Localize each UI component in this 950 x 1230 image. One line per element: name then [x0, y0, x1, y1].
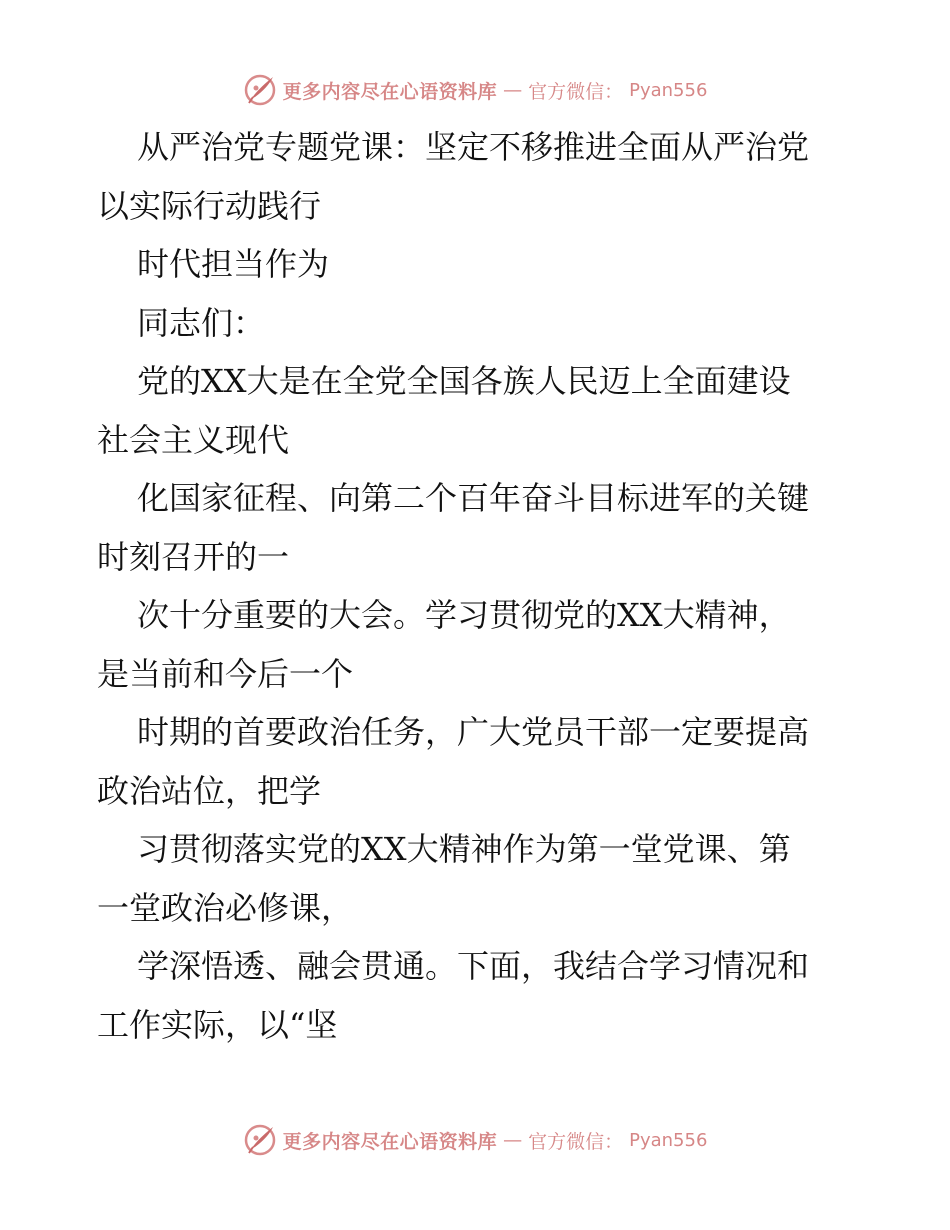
text-line: 社会主义现代 [97, 420, 290, 459]
text-line: 工作实际，以“坚 [97, 1005, 338, 1044]
text-line: 党的XX大是在全党全国各族人民迈上全面建设 [137, 362, 791, 400]
text-line: 化国家征程、向第二个百年奋斗目标进军的关键 [137, 479, 810, 517]
footer-watermark [0, 1122, 950, 1158]
watermark-site-name: 更多内容尽在心语资料库 [282, 1130, 498, 1153]
watermark-dash: — [503, 1129, 523, 1151]
text-line: 时刻召开的一 [97, 537, 290, 576]
watermark-wechat-id: Pyan556 [629, 79, 708, 101]
quill-logo-icon [243, 1123, 277, 1157]
text-line: 同志们： [137, 303, 266, 342]
watermark-wechat-id: Pyan556 [629, 1129, 708, 1151]
text-line: 从严治党专题党课：坚定不移推进全面从严治党 [137, 128, 810, 166]
text-line: 是当前和今后一个 [97, 654, 354, 693]
text-line: 习贯彻落实党的XX大精神作为第一堂党课、第 [137, 830, 791, 868]
document-body [97, 118, 867, 1054]
watermark-dash: — [503, 79, 523, 101]
watermark-wechat-label: 官方微信： [528, 1130, 624, 1153]
text-line: 政治站位，把学 [97, 771, 322, 810]
text-line: 时期的首要政治任务，广大党员干部一定要提高 [137, 713, 810, 751]
watermark-site-name: 更多内容尽在心语资料库 [282, 80, 498, 103]
text-line: 一堂政治必修课， [97, 888, 354, 927]
text-line: 时代担当作为 [137, 245, 330, 283]
watermark-wechat-label: 官方微信： [528, 80, 624, 103]
header-watermark [0, 72, 950, 108]
text-line: 学深悟透、融会贯通。下面，我结合学习情况和 [137, 947, 810, 985]
text-line: 以实际行动践行 [97, 186, 322, 225]
quill-logo-icon [243, 73, 277, 107]
text-line: 次十分重要的大会。学习贯彻党的XX大精神， [137, 596, 791, 634]
